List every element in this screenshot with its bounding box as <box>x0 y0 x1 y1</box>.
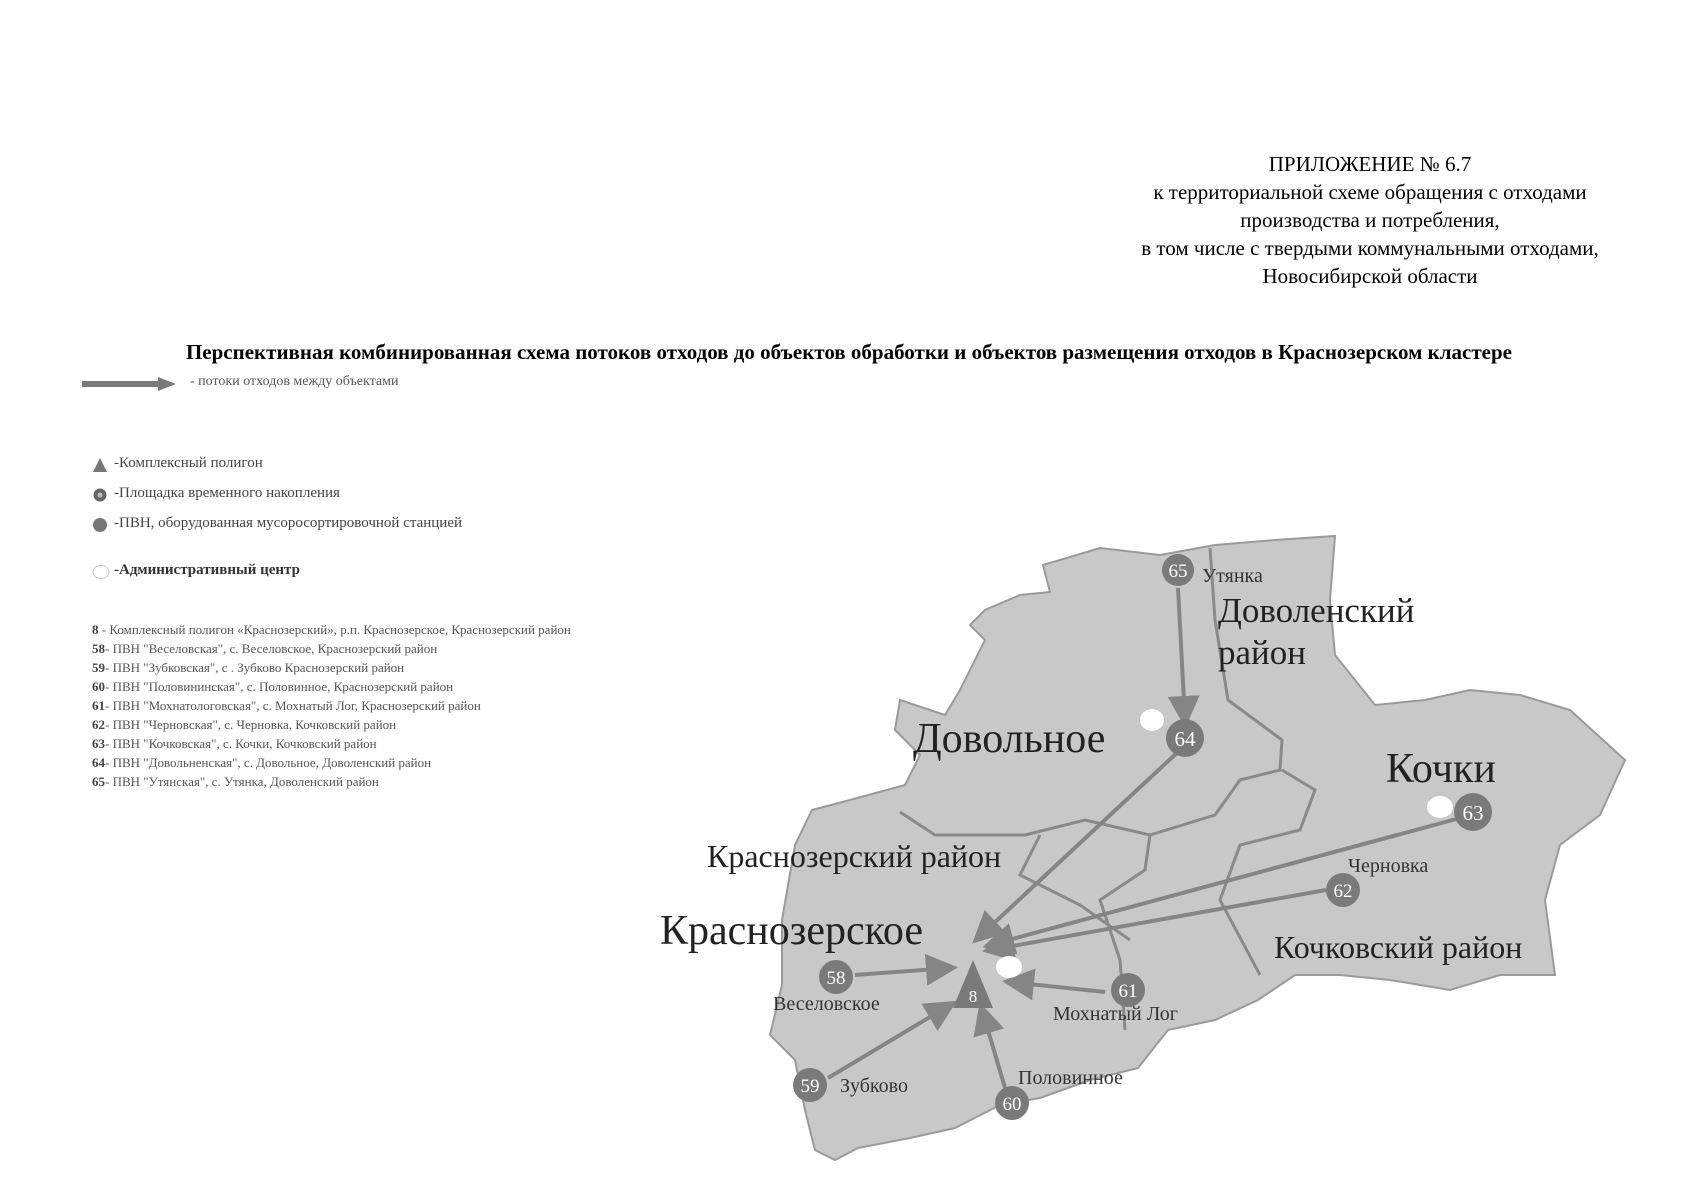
legend-temp-storage-label: -Площадка временного накопления <box>114 485 340 501</box>
scheme-title: Перспективная комбинированная схема потоков отходов до объектов обработки и объектов размещения отходов в Краснозерском кластере <box>185 340 1513 364</box>
center-label-krasnozerskoe: Краснозерское <box>660 908 924 954</box>
appendix-line: производства и потребления, <box>1240 208 1500 232</box>
marker-64-label: 64 <box>1174 727 1196 751</box>
legend-sorting-station-label: -ПВН, оборудованная мусоросортировочной станцией <box>114 515 463 531</box>
facility-number: 61 <box>92 698 105 713</box>
appendix-line: Новосибирской области <box>1262 264 1478 288</box>
facility-number: 59 <box>92 660 105 675</box>
place-label-polovinnoe: Половинное <box>1018 1067 1123 1089</box>
legend-flows-label: - потоки отходов между объектами <box>190 374 399 389</box>
district-label: Краснозерский район <box>707 838 1002 874</box>
district-label: Кочковский район <box>1274 929 1523 965</box>
marker-58-label: 58 <box>826 968 846 989</box>
facility-number: 63 <box>92 736 105 751</box>
admin-center-krasnozerskoe <box>996 956 1022 978</box>
admin-center-dovolnoe <box>1140 709 1164 731</box>
place-label-utyanka: Утянка <box>1202 565 1263 587</box>
marker-62 <box>1326 873 1360 907</box>
facility-text: - ПВН "Мохнатологовская", с. Мохнатый Лог, Краснозерский район <box>105 698 481 713</box>
marker-62-label: 62 <box>1333 881 1353 902</box>
facility-number: 8 <box>92 622 99 637</box>
facility-text: - ПВН "Утянская", с. Утянка, Доволенский район <box>105 774 379 789</box>
marker-8-label: 8 <box>968 987 978 1006</box>
place-label-chernovka: Черновка <box>1348 855 1429 877</box>
facility-text: - ПВН "Зубковская", с . Зубково Краснозерский район <box>105 660 405 675</box>
district-label: Доволенский <box>1218 591 1415 630</box>
marker-65-label: 65 <box>1168 561 1188 582</box>
facility-number: 60 <box>92 679 105 694</box>
marker-60-label: 60 <box>1002 1094 1022 1115</box>
appendix-line: в том числе с твердыми коммунальными отходами, <box>1141 236 1599 260</box>
facility-text: - ПВН "Черновская", с. Черновка, Кочковский район <box>105 717 397 732</box>
center-label-kochki: Кочки <box>1386 746 1496 792</box>
facility-text: - ПВН "Довольненская", с. Довольное, Доволенский район <box>105 755 432 770</box>
facility-text: - ПВН "Половининская", с. Половинное, Краснозерский район <box>105 679 454 694</box>
facility-text: - ПВН "Кочковская", с. Кочки, Кочковский район <box>105 736 377 751</box>
facility-number: 65 <box>92 774 105 789</box>
marker-63 <box>1454 793 1492 831</box>
facility-number: 58 <box>92 641 105 656</box>
appendix-line: к территориальной схеме обращения с отходами <box>1153 180 1587 204</box>
facility-text: - ПВН "Веселовская", с. Веселовское, Краснозерский район <box>105 641 438 656</box>
district-label: район <box>1218 633 1306 672</box>
legend-admin-center-label: -Административный центр <box>114 562 300 578</box>
marker-64 <box>1166 719 1204 757</box>
legend-complex-landfill-label: -Комплексный полигон <box>114 455 263 471</box>
facility-number: 62 <box>92 717 105 732</box>
admin-center-kochki <box>1427 796 1453 818</box>
marker-58 <box>819 960 853 994</box>
marker-60 <box>995 1086 1029 1120</box>
marker-61-label: 61 <box>1118 981 1138 1002</box>
marker-63-label: 63 <box>1462 801 1484 825</box>
facility-number: 64 <box>92 755 105 770</box>
place-label-veselovskoe: Веселовское <box>773 993 880 1015</box>
marker-61 <box>1111 973 1145 1007</box>
marker-59-label: 59 <box>800 1076 820 1097</box>
facility-text: - Комплексный полигон «Краснозерский», р.п. Краснозерское, Краснозерский район <box>98 622 571 637</box>
marker-65 <box>1162 554 1194 586</box>
appendix-line: ПРИЛОЖЕНИЕ № 6.7 <box>1268 152 1472 176</box>
center-label-dovolnoe: Довольное <box>913 716 1106 762</box>
marker-59 <box>793 1068 827 1102</box>
place-label-zubkovo: Зубково <box>840 1075 908 1097</box>
place-label-mokhnaty-log: Мохнатый Лог <box>1053 1003 1178 1025</box>
